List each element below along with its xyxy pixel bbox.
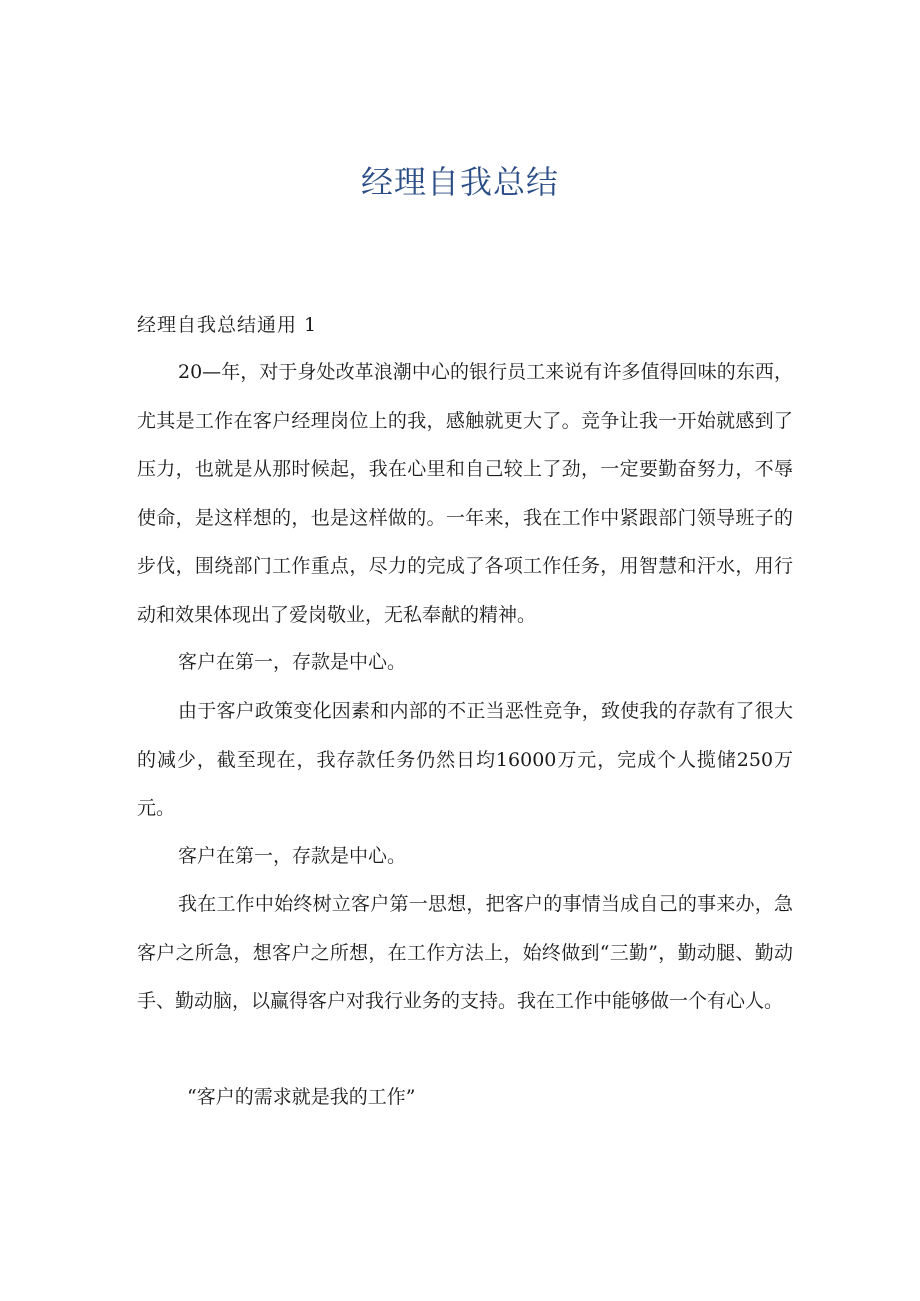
paragraph-intro: 20—年，对于身处改革浪潮中心的银行员工来说有许多值得回味的东西，尤其是工作在客户经理岗位上的我，感触就更大了。竞争让我一开始就感到了压力，也就是从那时候起，我在心里和自己较上了劲，一定要勤奋努力，不辱使命，是这样想的，也是这样做的。一年来，我在工作中紧跟部门领导班子的步伐，围绕部门工作重点，尽力的完成了各项工作任务，用智慧和汗水，用行动和效果体现出了爱岗敬业，无私奉献的精神。 bbox=[137, 361, 793, 626]
paragraph-heading-customer-first-repeat: 客户在第一，存款是中心。 bbox=[178, 845, 407, 867]
document-title: 经理自我总结 bbox=[360, 163, 559, 201]
quote-line: “客户的需求就是我的工作” bbox=[187, 1086, 416, 1108]
paragraph-deposits: 由于客户政策变化因素和内部的不正当恶性竞争，致使我的存款有了很大的减少，截至现在，我存款任务仍然日均16000万元，完成个人揽储250万元。 bbox=[137, 700, 793, 819]
paragraph-heading-customer-first: 客户在第一，存款是中心。 bbox=[178, 651, 407, 673]
paragraph-customer-service: 我在工作中始终树立客户第一思想，把客户的事情当成自己的事来办，急客户之所急，想客户之所想，在工作方法上，始终做到“三勤”，勤动腿、勤动手、勤动脑，以赢得客户对我行业务的支持。我在工作中能够做一个有心人。 bbox=[137, 893, 793, 1012]
section-subheading: 经理自我总结通用 1 bbox=[137, 314, 318, 336]
